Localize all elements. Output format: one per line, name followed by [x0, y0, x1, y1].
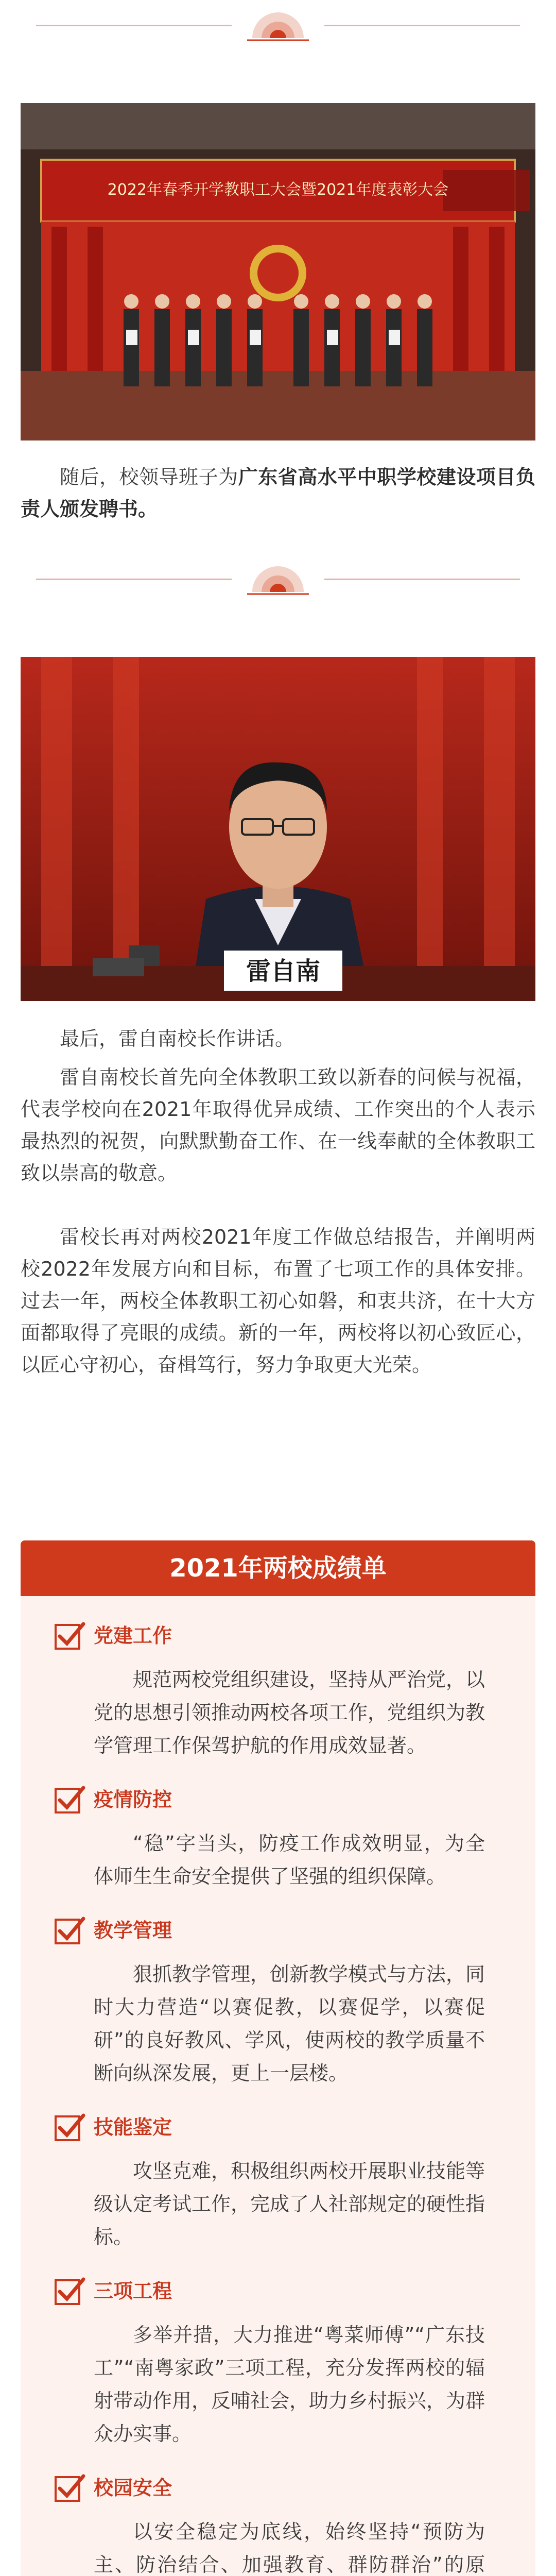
item-title: 校园安全 — [94, 2477, 172, 2499]
checkbox-check-icon — [51, 2109, 88, 2145]
fan-ornament-icon — [242, 563, 314, 596]
checkbox-check-icon — [51, 2273, 88, 2309]
checkbox-check-icon — [51, 2470, 88, 2506]
para1-bold-text: 广东省高水平中职学校建设项目负责人颁发聘书。 — [21, 466, 535, 520]
item-text: 多举并措，大力推进“粤菜师傅”“广东技工”“南粤家政”三项工程，充分发挥两校的辐射带动作用，反哺社会，助力乡村振兴，为群众办实事。 — [94, 2324, 485, 2445]
paragraph-certificates — [21, 461, 535, 525]
achievements-card — [21, 1540, 535, 2576]
item-title: 技能鉴定 — [94, 2116, 172, 2139]
paragraph-speech: 最后，雷自南校长作讲话。 — [60, 1027, 295, 1050]
checkbox-check-icon — [51, 1618, 88, 1654]
item-title: 疫情防控 — [94, 1788, 172, 1811]
item-title: 教学管理 — [94, 1919, 172, 1942]
speaker-photo — [21, 657, 535, 1001]
middle-divider — [0, 559, 556, 600]
checkbox-check-icon — [51, 1782, 88, 1818]
fan-ornament-icon — [242, 9, 314, 42]
item-title: 三项工程 — [94, 2280, 172, 2302]
item-text: “稳”字当头，防疫工作成效明显，为全体师生生命安全提供了坚强的组织保障。 — [94, 1832, 485, 1888]
paragraph-report: 雷校长再对两校2021年度工作做总结报告，并阐明两校2022年发展方向和目标，布置了七项工作的具体安排。过去一年，两校全体教职工初心如磐，和衷共济，在十大方面都取得了亮眼的成绩。新的一年，两校将以初心致匠心，以匠心守初心，奋楫笃行，努力争取更大光荣。 — [21, 1226, 535, 1376]
paragraph-greetings: 雷自南校长首先向全体教职工致以新春的问候与祝福，代表学校向在2021年取得优异成绩、工作突出的个人表示最热烈的祝贺，向默默勤奋工作、在一线奉献的全体教职工致以崇高的敬意。 — [21, 1066, 535, 1184]
item-text: 以安全稳定为底线，始终坚持“预防为主、防治结合、加强教育、群防群治”的原 — [94, 2520, 485, 2576]
item-text: 攻坚克难，积极组织两校开展职业技能等级认定考试工作，完成了人社部规定的硬性指标。 — [94, 2160, 485, 2248]
top-divider — [0, 5, 556, 46]
achievements-heading: 2021年两校成绩单 — [21, 1540, 535, 1596]
banner-text: 2022年春季开学教职工大会暨2021年度表彰大会 — [107, 181, 449, 199]
para1-text: 随后，校领导班子为 — [60, 466, 238, 488]
item-text: 规范两校党组织建设，坚持从严治党，以党的思想引领推动两校各项工作，党组织为教学管理工作保驾护航的作用成效显著。 — [94, 1668, 485, 1757]
checkbox-check-icon — [51, 1912, 88, 1948]
name-plate-text: 雷自南 — [246, 957, 321, 986]
item-text: 狠抓教学管理，创新教学模式与方法，同时大力营造“以赛促教，以赛促学，以赛促研”的良好教风、学风，使两校的教学质量不断向纵深发展，更上一层楼。 — [94, 1963, 485, 2084]
item-title: 党建工作 — [94, 1624, 172, 1647]
ceremony-photo — [21, 103, 535, 440]
